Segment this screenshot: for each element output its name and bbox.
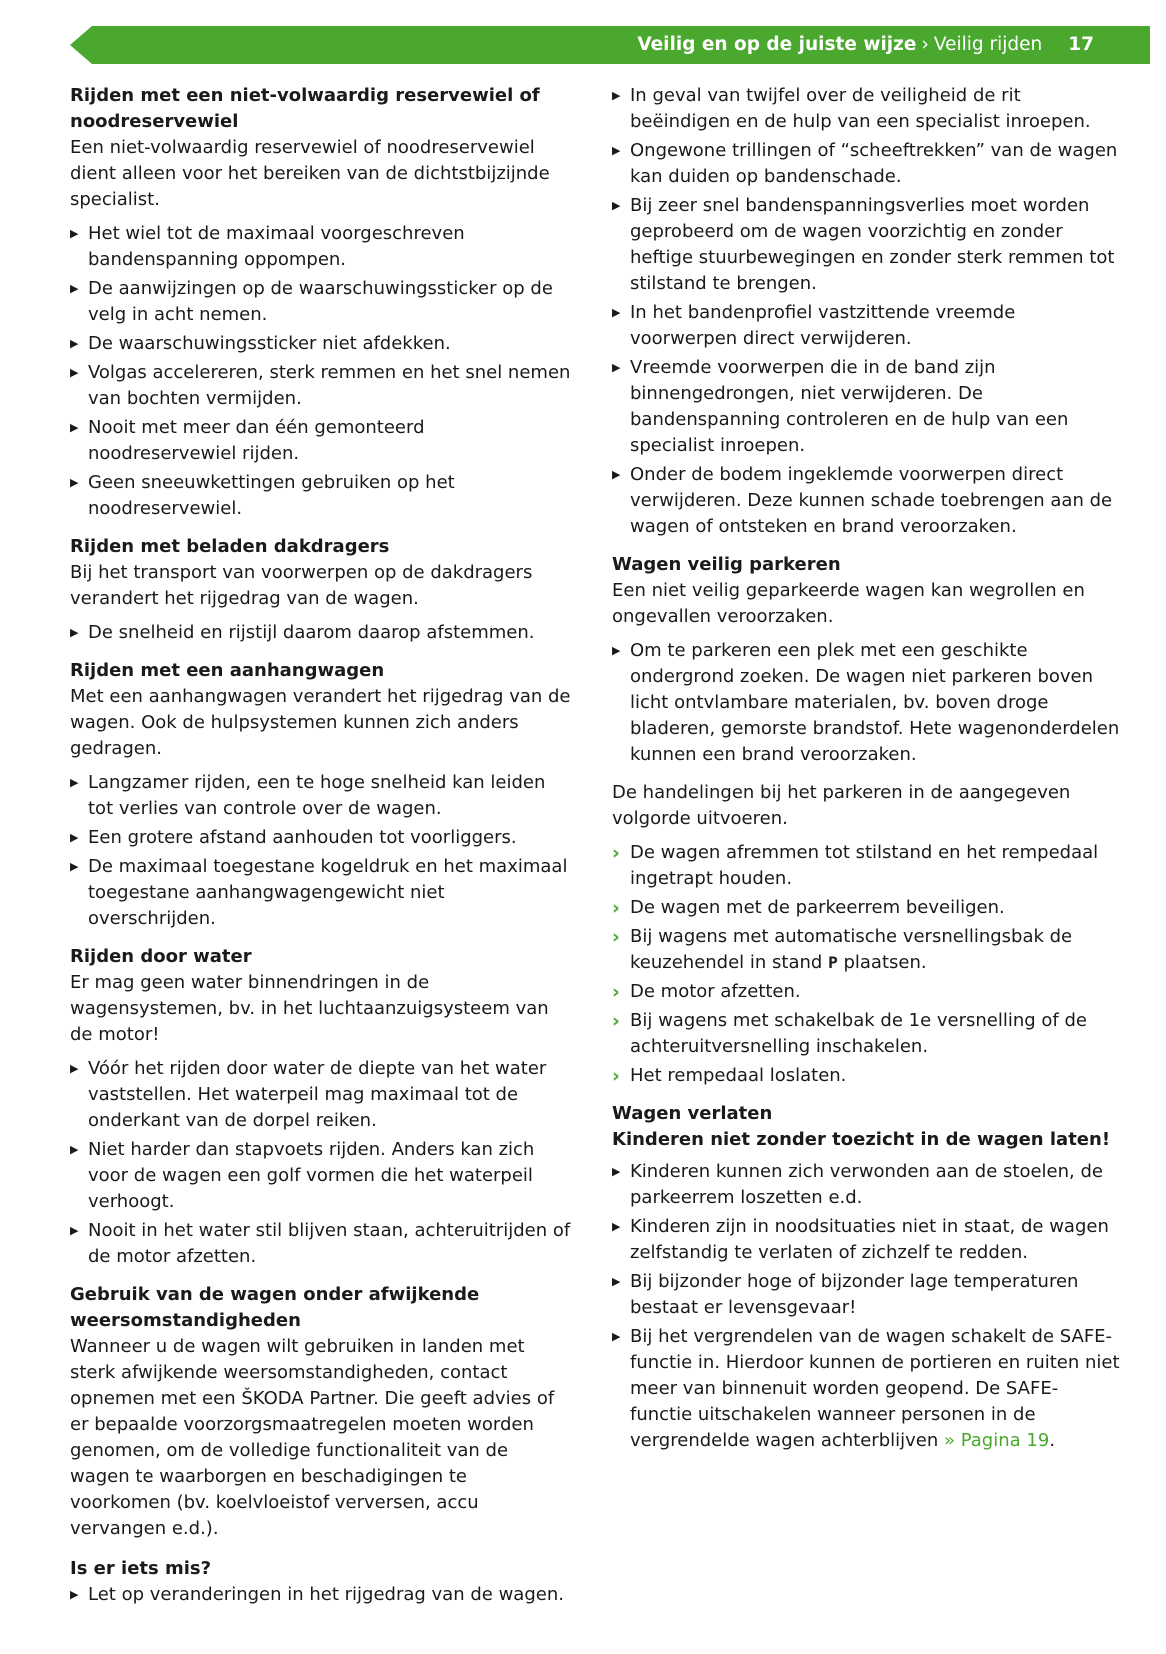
list-item [612, 1214, 1120, 1266]
triangle-right-icon: ▶ [612, 1165, 621, 1178]
triangle-right-icon: ▶ [612, 644, 621, 657]
bullet-list [612, 1324, 1120, 1454]
chevron-right-icon: › [612, 926, 620, 948]
step-list [612, 979, 1120, 1089]
triangle-right-icon: ▶ [70, 1224, 79, 1237]
list-item [70, 221, 572, 273]
list-item [612, 138, 1120, 190]
triangle-right-icon: ▶ [612, 144, 621, 157]
chevron-right-icon: › [612, 1010, 620, 1032]
list-item [612, 638, 1120, 768]
list-item-text: Kinderen kunnen zich verwonden aan de stoelen, de parkeerrem loszetten e.d. [630, 1161, 1103, 1208]
bullet-list [70, 620, 572, 646]
left-column [70, 83, 572, 1620]
bullet-list [612, 638, 1120, 768]
bullet-list [612, 83, 1120, 540]
triangle-right-icon: ▶ [612, 89, 621, 102]
step-item [612, 840, 1120, 892]
list-item [70, 620, 572, 646]
triangle-right-icon: ▶ [612, 468, 621, 481]
list-item-text: De waarschuwingssticker niet afdekken. [88, 333, 451, 354]
section-noodreservewiel [70, 83, 572, 522]
section-parkeren [612, 552, 1120, 1089]
section-title: Rijden door water [70, 946, 252, 967]
list-item-text: De snelheid en rijstijl daarom daarop afstemmen. [88, 622, 535, 643]
list-item-text: Kinderen zijn in noodsituaties niet in staat, de wagen zelfstandig te verlaten of zichzelf te redden. [630, 1216, 1109, 1263]
list-item [70, 276, 572, 328]
triangle-right-icon: ▶ [70, 366, 79, 379]
list-item [612, 1269, 1120, 1321]
triangle-right-icon: ▶ [70, 831, 79, 844]
list-item-text: Nooit met meer dan één gemonteerd noodreservewiel rijden. [88, 417, 425, 464]
chevron-right-icon: › [612, 842, 620, 864]
triangle-right-icon: ▶ [70, 227, 79, 240]
list-item-text: Onder de bodem ingeklemde voorwerpen direct verwijderen. Deze kunnen schade toebrengen aan de wagen of ontsteken en brand veroorzaken. [630, 464, 1113, 537]
triangle-right-icon: ▶ [612, 306, 621, 319]
triangle-right-icon: ▶ [70, 626, 79, 639]
section-intro: Een niet veilig geparkeerde wagen kan wegrollen en ongevallen veroorzaken. [612, 580, 1085, 627]
section-iets-mis-continued [612, 83, 1120, 540]
bullet-list [70, 1056, 572, 1270]
list-item [70, 415, 572, 467]
step-item [612, 1008, 1120, 1060]
list-item-text: De aanwijzingen op de waarschuwingssticker op de velg in acht nemen. [88, 278, 553, 325]
step-list [612, 840, 1120, 976]
list-item [70, 854, 572, 932]
breadcrumb-section: Veilig en op de juiste wijze [637, 34, 917, 55]
page-number: 17 [1068, 34, 1094, 55]
triangle-right-icon: ▶ [70, 476, 79, 489]
list-item [612, 193, 1120, 297]
page-header [637, 26, 1094, 64]
right-column [612, 83, 1120, 1466]
triangle-right-icon: ▶ [612, 1330, 621, 1343]
list-item-text: Het wiel tot de maximaal voorgeschreven bandenspanning oppompen. [88, 223, 465, 270]
list-item [612, 1159, 1120, 1211]
section-title: Rijden met een niet-volwaardig reservewiel of noodreservewiel [70, 85, 540, 132]
gear-position-p: P [828, 953, 838, 972]
triangle-right-icon: ▶ [70, 1062, 79, 1075]
section-title: Rijden met beladen dakdragers [70, 536, 390, 557]
step-text: plaatsen. [843, 952, 927, 973]
list-item [70, 331, 572, 357]
list-item-text: In geval van twijfel over de veiligheid de rit beëindigen en de hulp van een specialist inroepen. [630, 85, 1091, 132]
list-item-text: Bij bijzonder hoge of bijzonder lage temperaturen bestaat er levensgevaar! [630, 1271, 1079, 1318]
list-item [70, 770, 572, 822]
step-item [612, 895, 1120, 921]
chevron-right-icon: › [612, 897, 620, 919]
list-item [70, 1137, 572, 1215]
section-title: Wagen veilig parkeren [612, 554, 841, 575]
step-text: Bij wagens met schakelbak de 1e versnelling of de achteruitversnelling inschakelen. [630, 1010, 1087, 1057]
section-intro: Bij het transport van voorwerpen op de dakdragers verandert het rijgedrag van de wagen. [70, 562, 533, 609]
list-item-text: Niet harder dan stapvoets rijden. Anders kan zich voor de wagen een golf vormen die het waterpeil verhoogt. [88, 1139, 535, 1212]
list-item [612, 1324, 1120, 1454]
triangle-right-icon: ▶ [70, 860, 79, 873]
steps-intro: De handelingen bij het parkeren in de aangegeven volgorde uitvoeren. [612, 782, 1071, 829]
page-reference-link[interactable]: » Pagina 19 [944, 1430, 1050, 1451]
bullet-list [70, 1582, 572, 1608]
step-item [612, 924, 1120, 976]
list-item-text: Nooit in het water stil blijven staan, achteruitrijden of de motor afzetten. [88, 1220, 571, 1267]
list-item [70, 825, 572, 851]
triangle-right-icon: ▶ [612, 1220, 621, 1233]
section-water [70, 944, 572, 1270]
list-item-text: Let op veranderingen in het rijgedrag van de wagen. [88, 1584, 564, 1605]
triangle-right-icon: ▶ [70, 282, 79, 295]
list-item-text: Geen sneeuwkettingen gebruiken op het noodreservewiel. [88, 472, 455, 519]
list-item-text: Ongewone trillingen of “scheeftrekken” van de wagen kan duiden op bandenschade. [630, 140, 1118, 187]
chevron-right-icon: › [612, 981, 620, 1003]
list-item [70, 1582, 572, 1608]
section-dakdragers [70, 534, 572, 646]
section-iets-mis [70, 1556, 572, 1608]
list-item-text: Vreemde voorwerpen die in de band zijn binnengedrongen, niet verwijderen. De bandenspanning controleren en de hulp van een specialist inroepen. [630, 357, 1069, 456]
list-item [70, 1056, 572, 1134]
step-text: De wagen afremmen tot stilstand en het rempedaal ingetrapt houden. [630, 842, 1099, 889]
list-item-text: Langzamer rijden, een te hoge snelheid kan leiden tot verlies van controle over de wagen. [88, 772, 546, 819]
list-item-text: Een grotere afstand aanhouden tot voorliggers. [88, 827, 517, 848]
step-text: Het rempedaal loslaten. [630, 1065, 847, 1086]
step-item [612, 979, 1120, 1005]
list-item-text: Bij het vergrendelen van de wagen schakelt de SAFE-functie in. Hierdoor kunnen de portieren en ruiten niet meer van binnenuit worden geopend. De SAFE-functie uitschakelen wanneer personen in de vergrendelde wagen achterblijven [630, 1326, 1120, 1451]
list-item-text: Om te parkeren een plek met een geschikte ondergrond zoeken. De wagen niet parkeren boven licht ontvlambare materialen, bv. boven droge bladeren, gemorste brandstof. Hete wagenonderdelen kunnen een brand veroorzaken. [630, 640, 1120, 765]
list-item-text: De maximaal toegestane kogeldruk en het maximaal toegestane aanhangwagengewicht niet overschrijden. [88, 856, 568, 929]
triangle-right-icon: ▶ [612, 199, 621, 212]
list-item-text: Bij zeer snel bandenspanningsverlies moet worden geprobeerd om de wagen voorzichtig en zonder heftige stuurbewegingen en zonder sterk remmen tot stilstand te brengen. [630, 195, 1115, 294]
step-text: De wagen met de parkeerrem beveiligen. [630, 897, 1005, 918]
list-item-end: . [1049, 1430, 1056, 1451]
section-intro: Met een aanhangwagen verandert het rijgedrag van de wagen. Ook de hulpsystemen kunnen zich anders gedragen. [70, 686, 571, 759]
triangle-right-icon: ▶ [70, 1143, 79, 1156]
section-aanhangwagen [70, 658, 572, 932]
section-weersomstandigheden [70, 1282, 572, 1542]
breadcrumb-separator: › [921, 34, 929, 55]
section-subtitle: Kinderen niet zonder toezicht in de wagen laten! [612, 1129, 1111, 1150]
list-item-text: Volgas accelereren, sterk remmen en het snel nemen van bochten vermijden. [88, 362, 571, 409]
section-verlaten [612, 1101, 1120, 1454]
triangle-right-icon: ▶ [70, 1588, 79, 1601]
triangle-right-icon: ▶ [70, 337, 79, 350]
breadcrumb-subsection: Veilig rijden [933, 34, 1043, 55]
list-item [70, 1218, 572, 1270]
section-intro: Er mag geen water binnendringen in de wagensystemen, bv. in het luchtaanzuigsysteem van de motor! [70, 972, 549, 1045]
step-item [612, 1063, 1120, 1089]
section-intro: Een niet-volwaardig reservewiel of noodreservewiel dient alleen voor het bereiken van de dichtstbijzijnde specialist. [70, 137, 550, 210]
triangle-right-icon: ▶ [70, 776, 79, 789]
list-item [612, 355, 1120, 459]
list-item-text: In het bandenprofiel vastzittende vreemde voorwerpen direct verwijderen. [630, 302, 1016, 349]
bullet-list [70, 221, 572, 522]
list-item [612, 83, 1120, 135]
list-item-text: Vóór het rijden door water de diepte van het water vaststellen. Het waterpeil mag maximaal tot de onderkant van de dorpel reiken. [88, 1058, 547, 1131]
section-intro: Wanneer u de wagen wilt gebruiken in landen met sterk afwijkende weersomstandigheden, contact opnemen met een ŠKODA Partner. Die geeft advies of er bepaalde voorzorgsmaatregelen moeten worden genomen, om de volledige functionaliteit van de wagen te waarborgen en beschadigingen te voorkomen (bv. koelvloeistof verversen, accu vervangen e.d.). [70, 1336, 555, 1539]
section-title: Rijden met een aanhangwagen [70, 660, 385, 681]
list-item [70, 470, 572, 522]
bullet-list [612, 1159, 1120, 1321]
list-item [70, 360, 572, 412]
step-text: Bij wagens met automatische versnellingsbak de keuzehendel in stand [630, 926, 1073, 973]
triangle-right-icon: ▶ [612, 1275, 621, 1288]
list-item [612, 462, 1120, 540]
chevron-right-icon: › [612, 1065, 620, 1087]
section-title: Wagen verlaten [612, 1103, 773, 1124]
bullet-list [70, 770, 572, 932]
step-text: De motor afzetten. [630, 981, 801, 1002]
triangle-right-icon: ▶ [612, 361, 621, 374]
section-title: Gebruik van de wagen onder afwijkende weersomstandigheden [70, 1284, 480, 1331]
section-title: Is er iets mis? [70, 1558, 212, 1579]
triangle-right-icon: ▶ [70, 421, 79, 434]
list-item [612, 300, 1120, 352]
